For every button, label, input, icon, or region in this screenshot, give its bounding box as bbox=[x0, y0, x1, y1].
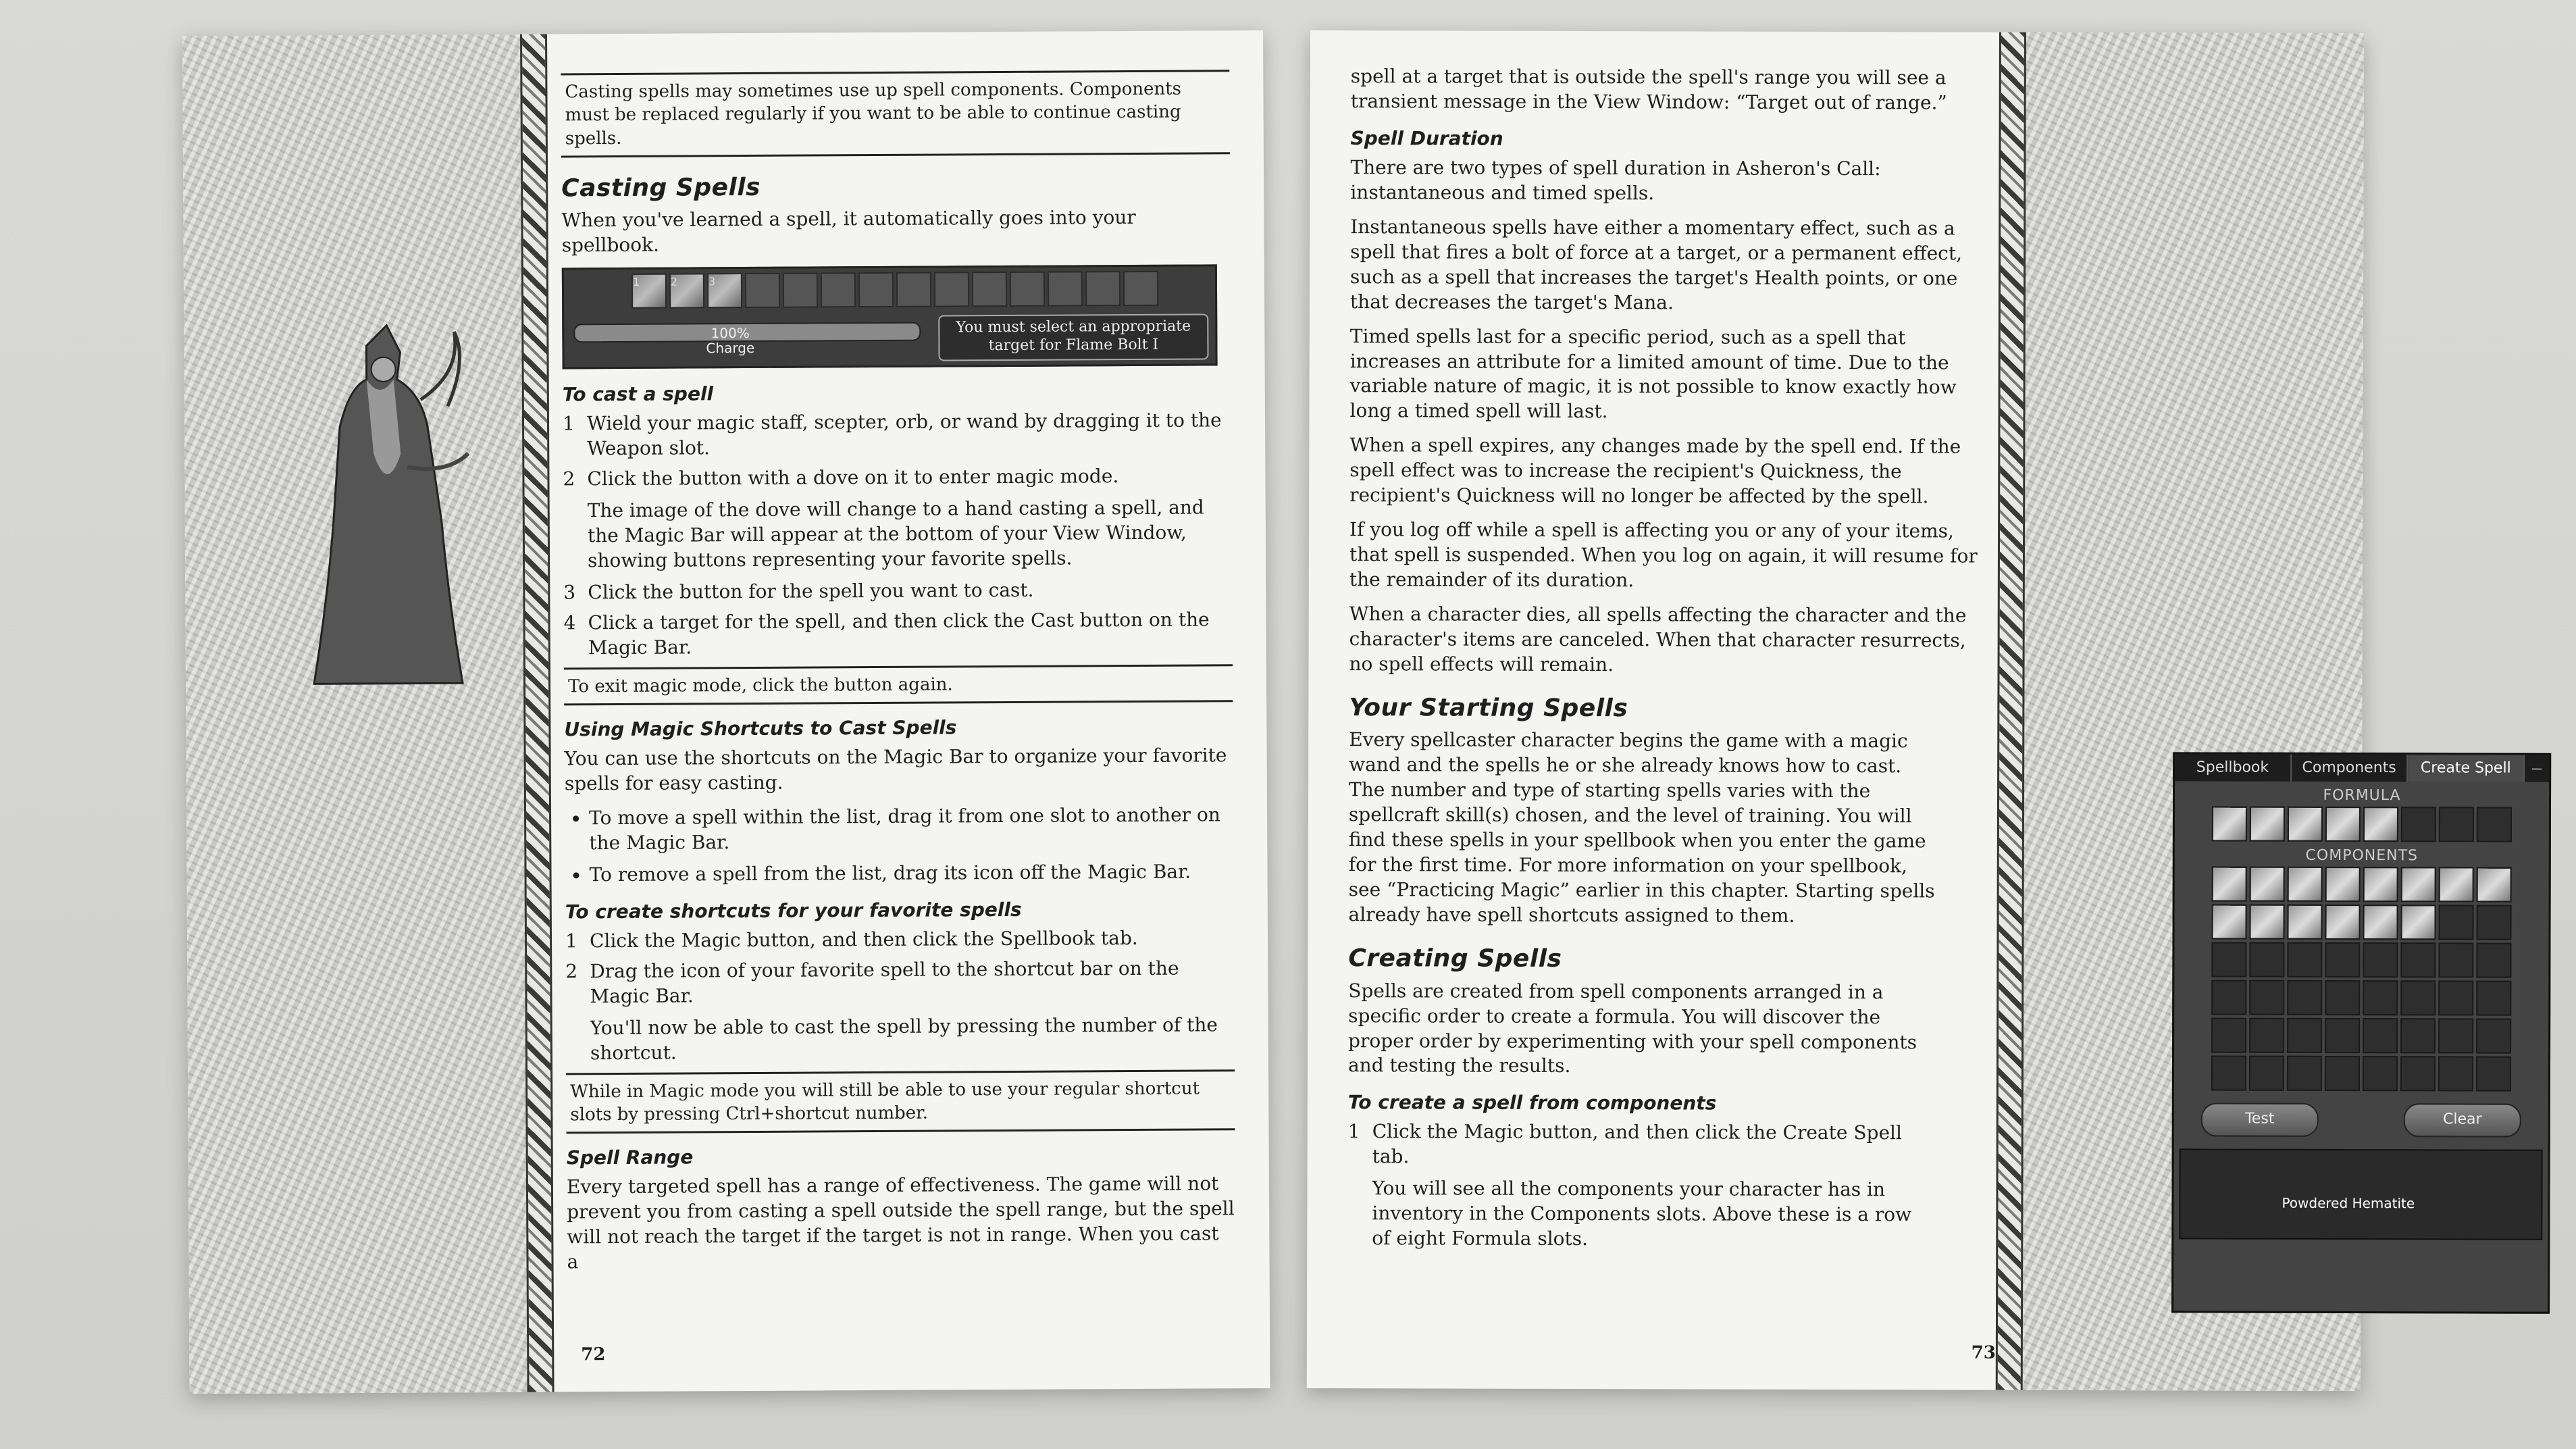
component-slot bbox=[2400, 905, 2436, 940]
component-slot bbox=[2211, 1017, 2246, 1052]
formula-slot bbox=[2288, 807, 2323, 842]
heading-create-from-components: To create a spell from components bbox=[1347, 1091, 1717, 1115]
formula-slot bbox=[2325, 807, 2361, 842]
shortcut-slot bbox=[1048, 272, 1083, 307]
component-slot bbox=[2401, 867, 2436, 902]
shortcut-slot bbox=[745, 273, 780, 308]
right-decorative-border bbox=[1996, 32, 2026, 1390]
step-text: Wield your magic staff, scepter, orb, or wand by dragging it to the Weapon slot. bbox=[586, 409, 1222, 460]
heading-creating-spells: Creating Spells bbox=[1348, 944, 1562, 973]
component-slot bbox=[2325, 905, 2360, 940]
cast-step-4 bbox=[563, 607, 1232, 661]
formula-slot bbox=[2250, 807, 2285, 842]
formula-slot bbox=[2363, 807, 2398, 842]
component-slot bbox=[2211, 1055, 2246, 1090]
component-slot bbox=[2249, 1056, 2284, 1091]
charge-readout bbox=[706, 326, 754, 355]
tab-create-spell: Create Spell bbox=[2408, 755, 2525, 782]
formula-slot bbox=[2212, 806, 2247, 841]
close-icon: — bbox=[2525, 755, 2549, 782]
step-text: Click a target for the spell, and then click the Cast button on the Magic Bar. bbox=[588, 608, 1210, 659]
component-slot bbox=[2476, 905, 2511, 940]
step-number: 2 bbox=[563, 467, 575, 490]
open-book bbox=[182, 30, 2543, 1412]
magic-mode-shortcut-note: While in Magic mode you will still be able to use your regular shortcut slots by pressing Ctrl+shortcut number. bbox=[566, 1069, 1235, 1134]
cast-steps bbox=[563, 409, 1232, 492]
duration-para-2: Instantaneous spells have either a momentary effect, such as a spell that fires a bolt of force at a target, or a permanent effect, such as a spell that increases the target's Health points, or one that decreases the target's Mana. bbox=[1349, 215, 1963, 314]
bullet-remove: • To remove a spell from the list, drag its icon off the Magic Bar. bbox=[589, 859, 1233, 888]
panel-buttons bbox=[2174, 1090, 2548, 1141]
cast-step-3 bbox=[563, 577, 1232, 605]
component-slot bbox=[2438, 1018, 2473, 1053]
shortcut-slot bbox=[896, 272, 931, 307]
exit-magic-note: To exit magic mode, click the button again. bbox=[564, 664, 1233, 705]
shortcut-slot-3: 3 bbox=[707, 273, 742, 308]
charge-label: Charge bbox=[706, 340, 755, 357]
heading-shortcuts: Using Magic Shortcuts to Cast Spells bbox=[564, 716, 957, 741]
components-label: COMPONENTS bbox=[2305, 846, 2419, 865]
shortcut-steps bbox=[565, 925, 1235, 1009]
component-slot bbox=[2325, 1018, 2360, 1053]
step-text: Click the Magic button, and then click the Create Spell tab. bbox=[1372, 1120, 1903, 1168]
shortcut-slot bbox=[934, 272, 969, 307]
component-slot bbox=[2288, 867, 2323, 902]
step-number: 1 bbox=[1347, 1120, 1360, 1143]
component-slot bbox=[2212, 866, 2247, 901]
create-step-1 bbox=[1348, 1120, 1942, 1171]
component-slot bbox=[2400, 1018, 2436, 1053]
component-slot bbox=[2249, 980, 2284, 1015]
duration-para-4: When a spell expires, any changes made by the spell end. If the spell effect was to increase the recipient's Quickness, the recipient's Quickness will no longer be affected by the spell. bbox=[1349, 434, 1961, 508]
left-marble-margin bbox=[182, 34, 527, 1394]
creating-spells-text: Spells are created from spell components arranged in a specific order to create a formula. You will discover the proper order by experimenting with your spell components and testing the results. bbox=[1347, 979, 1917, 1077]
component-slot bbox=[2438, 1056, 2473, 1091]
starting-spells-text: Every spellcaster character begins the game with a magic wand and the spells he or she already knows how to cast. The number and type of starting spells varies with the spellcraft skill(s) chosen, and the level of training. You will find these spells in your spellbook when you enter the game for the first time. For more information on your spellbook, see “Practicing Magic” earlier in this chapter. Starting spells already have spell shortcuts assigned to them. bbox=[1348, 728, 1935, 927]
spell-range-continued: spell at a target that is outside the spell's range you will see a transient message in the View Window: “Target out of range.” bbox=[1350, 65, 1947, 114]
cast-step-2 bbox=[563, 463, 1231, 492]
step-number: 2 bbox=[565, 960, 578, 983]
component-slot bbox=[2211, 942, 2246, 977]
component-slot bbox=[2287, 1056, 2322, 1091]
shortcut-slot-1: 1 bbox=[632, 274, 667, 309]
component-slot bbox=[2287, 942, 2322, 977]
component-slot bbox=[2249, 1018, 2284, 1053]
tab-spellbook: Spellbook bbox=[2175, 754, 2292, 781]
formula-label: FORMULA bbox=[2323, 786, 2401, 805]
right-page-content bbox=[1347, 64, 1979, 1260]
component-slot bbox=[2287, 905, 2322, 940]
cast-steps-cont bbox=[563, 577, 1233, 661]
duration-para-3: Timed spells last for a specific period, such as a spell that increases an attribute for a limited amount of time. Due to the variable nature of magic, it is not possible to know exactly how long a timed spell will last. bbox=[1349, 324, 1957, 423]
component-slot bbox=[2400, 980, 2436, 1015]
create-spell-panel-screenshot bbox=[2171, 752, 2551, 1313]
formula-slots bbox=[2212, 806, 2512, 842]
heading-spell-range: Spell Range bbox=[566, 1146, 694, 1169]
component-slot bbox=[2400, 942, 2436, 977]
component-slot bbox=[2363, 905, 2398, 940]
heading-to-cast: To cast a spell bbox=[562, 382, 714, 406]
component-slot bbox=[2249, 942, 2284, 977]
page-number-right: 73 bbox=[1971, 1342, 1996, 1363]
shortcut-step-2 bbox=[565, 956, 1234, 1009]
charge-value: 100% bbox=[711, 325, 750, 342]
component-slot bbox=[2363, 942, 2398, 977]
component-slot bbox=[2211, 904, 2246, 939]
heading-starting-spells: Your Starting Spells bbox=[1349, 694, 1628, 723]
heading-create-shortcuts: To create shortcuts for your favorite spells bbox=[565, 898, 1022, 923]
component-slot bbox=[2476, 981, 2511, 1016]
left-page-content bbox=[561, 64, 1235, 1284]
shortcut-slot bbox=[1010, 272, 1045, 307]
duration-para-5: If you log off while a spell is affecting you or any of your items, that spell is suspended. When you log on again, it will resume for the remainder of its duration. bbox=[1349, 518, 1978, 592]
cast-step-1 bbox=[563, 409, 1231, 462]
step-number: 1 bbox=[562, 412, 575, 435]
component-slot bbox=[2400, 1056, 2436, 1091]
shortcut-slot bbox=[821, 273, 856, 308]
duration-para-6: When a character dies, all spells affecting the character and the character's items are canceled. When that character resurrects, no spell effects will remain. bbox=[1349, 603, 1967, 676]
component-slot bbox=[2325, 942, 2360, 977]
component-slot bbox=[2476, 1057, 2511, 1092]
component-slot bbox=[2287, 1018, 2322, 1053]
formula-slot bbox=[2401, 807, 2436, 842]
left-page bbox=[182, 30, 1270, 1394]
right-page bbox=[1307, 30, 2543, 1391]
component-slot bbox=[2325, 1056, 2360, 1091]
component-slot bbox=[2477, 867, 2512, 903]
component-slot bbox=[2250, 867, 2285, 902]
cast-step-2-detail: The image of the dove will change to a hand casting a spell, and the Magic Bar will appear at the bottom of your View Window, showing buttons representing your favorite spells. bbox=[587, 496, 1204, 572]
component-slot bbox=[2363, 1018, 2398, 1053]
step-text: Click the Magic button, and then click the Spellbook tab. bbox=[589, 926, 1138, 952]
shortcut-step-2-detail: You'll now be able to cast the spell by pressing the number of the shortcut. bbox=[590, 1013, 1218, 1064]
component-slot bbox=[2249, 905, 2284, 940]
spell-range-text: Every targeted spell has a range of effectiveness. The game will not prevent you from casting a spell outside the spell range, but the spell will not reach the target if the target is not in range. When you cast a bbox=[566, 1172, 1235, 1273]
shortcut-slot bbox=[1085, 271, 1120, 306]
component-slot bbox=[2363, 867, 2398, 902]
component-slot bbox=[2438, 980, 2473, 1015]
component-slot bbox=[2211, 980, 2246, 1015]
casting-intro: When you've learned a spell, it automatically goes into your spellbook. bbox=[561, 206, 1136, 257]
component-slot bbox=[2363, 1056, 2398, 1091]
step-text: Drag the icon of your favorite spell to the shortcut bar on the Magic Bar. bbox=[590, 957, 1179, 1008]
magic-bar-screenshot bbox=[562, 265, 1218, 370]
shortcut-step-1 bbox=[565, 925, 1234, 954]
step-number: 4 bbox=[563, 611, 576, 634]
component-slots bbox=[2211, 866, 2512, 1091]
component-slot bbox=[2439, 867, 2474, 902]
heading-casting-spells: Casting Spells bbox=[561, 173, 761, 203]
component-slot bbox=[2438, 942, 2473, 977]
duration-para-1: There are two types of spell duration in Asheron's Call: instantaneous and timed spells. bbox=[1350, 156, 1881, 205]
shortcut-slot bbox=[783, 273, 818, 308]
formula-slot bbox=[2439, 807, 2474, 842]
shortcut-slot bbox=[1123, 271, 1158, 306]
wizard-illustration bbox=[285, 318, 476, 697]
panel-bottom-bar bbox=[2179, 1148, 2542, 1240]
formula-slot bbox=[2477, 807, 2512, 842]
shortcut-slot bbox=[972, 272, 1007, 307]
component-slot bbox=[2476, 1019, 2511, 1054]
tab-components: Components bbox=[2292, 755, 2408, 782]
step-text: Click the button for the spell you want to cast. bbox=[588, 578, 1034, 604]
component-slot bbox=[2325, 980, 2360, 1015]
step-text: Click the button with a dove on it to enter magic mode. bbox=[587, 465, 1119, 490]
bullet-move: • To move a spell within the list, drag it from one slot to another on the Magic Bar. bbox=[589, 803, 1233, 856]
target-message: You must select an appropriate target for Flame Bolt I bbox=[938, 314, 1208, 361]
shortcut-slot-2: 2 bbox=[669, 274, 704, 309]
shortcut-bullets bbox=[565, 803, 1234, 888]
clear-button: Clear bbox=[2404, 1103, 2521, 1137]
component-slot bbox=[2287, 980, 2322, 1015]
panel-tabs bbox=[2175, 754, 2549, 782]
selected-component-name: Powdered Hematite bbox=[2282, 1194, 2415, 1212]
heading-spell-duration: Spell Duration bbox=[1350, 127, 1503, 150]
component-slot bbox=[2476, 943, 2511, 978]
page-number-left: 72 bbox=[581, 1344, 606, 1365]
shortcuts-intro: You can use the shortcuts on the Magic Bar to organize your favorite spells for easy casting. bbox=[564, 744, 1227, 795]
magic-bar-slots bbox=[632, 271, 1158, 309]
component-slot bbox=[2363, 980, 2398, 1015]
create-step-1-detail: You will see all the components your character has in inventory in the Components slots. Above these is a row of eight Formula slots. bbox=[1372, 1177, 1912, 1250]
components-note: Casting spells may sometimes use up spell components. Components must be replaced regularly if you want to be able to continue casting spells. bbox=[561, 70, 1230, 157]
step-number: 3 bbox=[563, 581, 576, 604]
shortcut-slot bbox=[858, 272, 894, 307]
create-steps bbox=[1348, 1120, 1942, 1171]
test-button: Test bbox=[2201, 1102, 2319, 1136]
step-number: 1 bbox=[565, 930, 577, 952]
component-slot bbox=[2325, 867, 2361, 902]
component-slot bbox=[2438, 905, 2473, 940]
